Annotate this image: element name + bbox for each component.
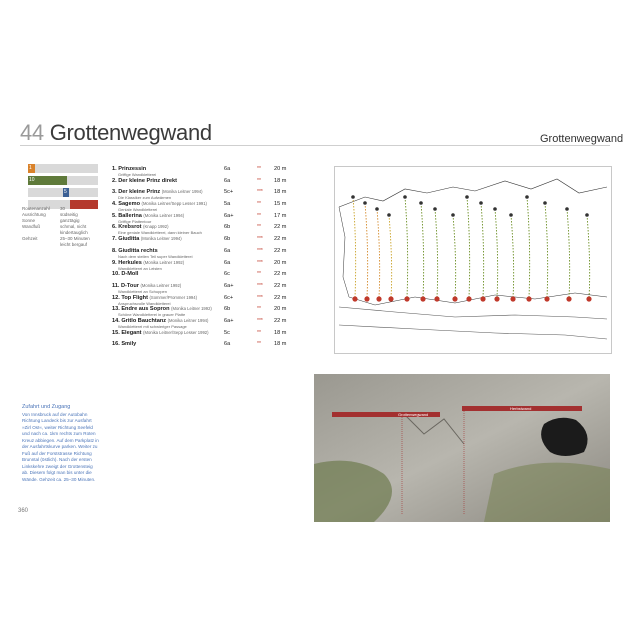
- route-row: [112, 283, 312, 295]
- route-length: 22 m: [274, 282, 287, 289]
- topo-route-number: [566, 296, 571, 301]
- topo-anchor: [387, 213, 391, 217]
- route-grade: 6b: [224, 306, 231, 313]
- ground-line: [339, 307, 607, 319]
- photo-label-1: Grottenwegwand: [398, 412, 429, 417]
- topo-anchor: [565, 207, 569, 211]
- topo-route-line: [353, 197, 356, 297]
- route-stars: **: [257, 166, 261, 172]
- route-row: [112, 224, 312, 236]
- approach-title: Zufahrt und Zugang: [22, 404, 71, 410]
- topo-anchor: [543, 201, 547, 205]
- topo-route-line: [467, 197, 470, 297]
- photo-svg: [314, 374, 610, 522]
- route-row: [112, 236, 312, 248]
- route-grade: 6b: [224, 236, 231, 243]
- topo-anchor: [419, 201, 423, 205]
- topo-route-number: [526, 296, 531, 301]
- grade-bar-row: [28, 188, 98, 197]
- topo-anchor: [451, 213, 455, 217]
- route-author: (Monika Leitner 1994): [161, 189, 203, 195]
- page-number: 360: [18, 508, 29, 514]
- route-row: [112, 213, 312, 225]
- route-description: Wandkletterei an Schuppen: [118, 288, 167, 294]
- topo-route-number: [434, 296, 439, 301]
- route-description: Anspruchsvolle Wandkletterei: [118, 300, 171, 306]
- topo-route-number: [376, 296, 381, 301]
- grade-distribution-bars: [28, 164, 98, 212]
- route-row: [112, 248, 312, 260]
- topo-route-number: [388, 296, 393, 301]
- route-stars: ***: [257, 294, 263, 301]
- topo-anchor: [403, 195, 407, 199]
- route-stars: ***: [257, 189, 263, 196]
- route-name: 2. Der kleine Prinz direkt: [112, 177, 177, 184]
- route-length: 22 m: [274, 224, 287, 231]
- info-label: Routenanzahl: [22, 206, 50, 211]
- topo-anchor: [479, 201, 483, 205]
- grade-bar-row: [28, 176, 98, 185]
- route-name: 1. Prinzessin: [112, 166, 147, 172]
- route-description: Griffige Wandkletterei: [118, 172, 157, 177]
- route-length: 18 m: [274, 329, 287, 336]
- route-length: 22 m: [274, 271, 287, 278]
- topo-route-number: [404, 296, 409, 301]
- route-grade: 6a: [224, 177, 231, 184]
- route-description: Eine geniale Wandkletterei, dann kleiner Bauch: [118, 230, 202, 236]
- route-length: 18 m: [274, 341, 287, 348]
- route-stars: **: [257, 201, 261, 208]
- route-grade: 6b: [224, 224, 231, 231]
- route-length: 15 m: [274, 201, 287, 208]
- route-length: 20 m: [274, 166, 287, 172]
- info-label: Wandfuß: [22, 224, 41, 229]
- topo-drawing: [334, 166, 612, 354]
- topo-route-number: [466, 296, 471, 301]
- route-stars: ***: [257, 259, 263, 266]
- route-row: [112, 271, 312, 283]
- topo-anchor: [351, 195, 355, 199]
- vegetation-right: [484, 463, 610, 522]
- grade-bar-count: 5: [64, 189, 67, 195]
- topo-route-line: [527, 197, 530, 297]
- route-row: [112, 318, 312, 330]
- route-stars: **: [257, 212, 261, 219]
- route-author: (Monika Leitner/Sepp Lesser 1991): [141, 201, 207, 207]
- route-name: 3. Der kleine Prinz (Monika Leitner 1994): [112, 189, 203, 196]
- chapter-heading: [20, 120, 212, 146]
- route-stars: **: [257, 306, 261, 313]
- topo-route-line: [495, 209, 498, 297]
- route-name: 15. Elegant (Monika Leitner/Sepp Lesser 1992): [112, 329, 209, 336]
- route-name: 10. D-Moll: [112, 271, 139, 278]
- route-grade: 6c: [224, 271, 230, 278]
- topo-route-line: [453, 215, 456, 297]
- route-name: 14. Gritlo Bauchtanz (Monika Leitner 1994): [112, 317, 209, 324]
- topo-route-number: [364, 296, 369, 301]
- path-line: [339, 325, 607, 339]
- route-description: Griffige Plattentour: [118, 218, 152, 224]
- grade-bar-row: [28, 164, 98, 173]
- route-row: [112, 189, 312, 201]
- topo-route-line: [511, 215, 514, 297]
- route-name: 12. Top Flight (Sommer/Prommer 1994): [112, 294, 197, 301]
- topo-anchor: [433, 207, 437, 211]
- route-name: 6. Krebsrot (Knapp 1992): [112, 224, 169, 231]
- route-stars: ***: [257, 247, 263, 254]
- route-length: 18 m: [274, 189, 287, 196]
- topo-anchor: [465, 195, 469, 199]
- route-row: [112, 166, 312, 178]
- route-stars: **: [257, 177, 261, 184]
- route-description: Geniale Wandkletterei: [118, 207, 158, 213]
- route-grade: 6a: [224, 247, 231, 254]
- info-value: schmal, nicht: [60, 224, 87, 229]
- route-grade: 6a+: [224, 212, 234, 219]
- route-description: Wandkletterei an Leisten: [118, 265, 162, 271]
- topo-route-line: [389, 215, 392, 297]
- route-author: (Monika Leitner 1992): [140, 282, 182, 288]
- info-value: kindertauglich: [60, 230, 88, 235]
- route-grade: 6a: [224, 259, 231, 266]
- route-length: 22 m: [274, 294, 287, 301]
- photo-label-2: Herbstwand: [510, 406, 532, 411]
- route-row: [112, 260, 312, 272]
- topo-route-line: [435, 209, 438, 297]
- chapter-number: 44: [20, 120, 44, 145]
- info-value: ganztägig: [60, 218, 80, 223]
- topo-anchor: [585, 213, 589, 217]
- route-grade: 5c+: [224, 189, 234, 196]
- route-stars: ***: [257, 282, 263, 289]
- route-list: [112, 166, 312, 353]
- route-row: [112, 295, 312, 307]
- route-name: 13. Endre aus Sopron (Monika Leitner 1992): [112, 306, 212, 313]
- topo-route-line: [481, 203, 484, 297]
- topo-route-number: [510, 296, 515, 301]
- route-grade: 6c+: [224, 294, 234, 301]
- route-description: Die Klassiker zum Aufwärmen: [118, 195, 172, 201]
- route-grade: 6a: [224, 166, 231, 172]
- topo-route-line: [377, 209, 380, 297]
- route-name: 11. D-Tour (Monika Leitner 1992): [112, 282, 182, 289]
- route-grade: 6a: [224, 341, 231, 348]
- topo-anchor: [525, 195, 529, 199]
- route-author: (Monika Leitner 1992): [171, 306, 212, 312]
- topo-route-line: [587, 215, 590, 297]
- chapter-title: Grottenwegwand: [49, 120, 212, 145]
- route-row: [112, 201, 312, 213]
- route-stars: **: [257, 341, 261, 348]
- info-label: Gehzeit: [22, 236, 38, 241]
- route-length: 20 m: [274, 259, 287, 266]
- topo-route-number: [544, 296, 549, 301]
- route-author: (Knapp 1992): [143, 224, 169, 230]
- route-length: 22 m: [274, 317, 287, 324]
- topo-route-line: [545, 203, 548, 297]
- route-length: 22 m: [274, 236, 287, 243]
- topo-anchor: [375, 207, 379, 211]
- route-description: Nach dem steilen Teil super Wandkletterei: [118, 253, 193, 259]
- route-grade: 5a: [224, 201, 231, 208]
- route-name: 8. Giuditta rechts: [112, 247, 158, 254]
- info-label: Ausrichtung: [22, 212, 46, 217]
- topo-route-line: [405, 197, 408, 297]
- route-row: [112, 341, 312, 353]
- route-name: 5. Ballerina (Monika Leitner 1994): [112, 212, 185, 219]
- route-grade: 5c: [224, 329, 230, 336]
- route-author: (Monika Leitner/Sepp Lesser 1992): [143, 329, 209, 335]
- topo-route-line: [421, 203, 424, 297]
- route-name: 9. Herkules (Monika Leitner 1992): [112, 259, 185, 266]
- route-grade: 6a+: [224, 317, 234, 324]
- info-value: 30: [60, 206, 66, 211]
- route-length: 17 m: [274, 212, 287, 219]
- topo-anchor: [509, 213, 513, 217]
- topo-route-number: [480, 296, 485, 301]
- route-stars: **: [257, 271, 261, 278]
- route-author: (Sommer/Prommer 1994): [149, 294, 197, 300]
- route-row: [112, 306, 312, 318]
- route-row: [112, 330, 312, 342]
- grade-bar-count: 1: [29, 165, 32, 171]
- route-stars: **: [257, 224, 261, 231]
- route-name: 7. Giuditta (Monika Leitner 1994): [112, 236, 182, 243]
- route-length: 22 m: [274, 247, 287, 254]
- route-stars: **: [257, 329, 261, 336]
- route-name: 4. Sagemo (Monika Leitner/Sepp Lesser 1991): [112, 201, 207, 208]
- topo-route-line: [567, 209, 570, 297]
- route-author: (Monika Leitner 1992): [143, 259, 185, 265]
- route-stars: ***: [257, 236, 263, 243]
- route-author: (Monika Leitner 1994): [140, 236, 182, 242]
- topo-title: Grottenwegwand: [540, 133, 624, 145]
- topo-anchor: [493, 207, 497, 211]
- route-description: Wandkletterei mit schwieriger Passage: [118, 323, 187, 329]
- approach-section: [22, 404, 100, 483]
- topo-route-number: [352, 296, 357, 301]
- route-author: (Monika Leitner 1994): [167, 317, 209, 323]
- route-name: 16. Smily: [112, 341, 137, 348]
- topo-route-number: [494, 296, 499, 301]
- topo-route-number: [586, 296, 591, 301]
- route-length: 20 m: [274, 306, 287, 313]
- header-rule: [20, 145, 610, 146]
- info-value: leicht bergauf: [60, 242, 88, 247]
- skyline-outline: [339, 179, 607, 207]
- topo-route-line: [365, 203, 368, 297]
- route-length: 18 m: [274, 177, 287, 184]
- route-stars: ***: [257, 317, 263, 324]
- topo-route-number: [452, 296, 457, 301]
- approach-text: Von Innsbruck auf der Autobahn Richtung Landeck bis zur Ausfahrt »Zirl Ost«, weiter Richtung Seefeld und nach ca. 1km rechts zum Roten Kreuz abbiegen. Auf dem Parkplatz in der Ausfahrtskurve parken. Weiter zu Fuß auf der Forststrasse Richtung Brunntal (östlich). Nach der ersten Linkskehre zweigt der Grottensteig ab. Diesem folgt man bis unter die Wände. Gehzeit ca. 25–30 Minuten.: [22, 411, 99, 482]
- grade-bar-count: 10: [29, 177, 35, 183]
- topo-route-number: [420, 296, 425, 301]
- info-label: Sonne: [22, 218, 36, 223]
- info-value: 25–30 Minuten: [60, 236, 90, 241]
- route-row: [112, 178, 312, 190]
- route-author: (Monika Leitner 1994): [143, 212, 185, 218]
- crag-photo: [314, 374, 610, 522]
- route-description: Schöne Wandkletterei in grauer Platte: [118, 312, 186, 318]
- route-grade: 6a+: [224, 282, 234, 289]
- topo-anchor: [363, 201, 367, 205]
- info-value: südseitig: [60, 212, 78, 217]
- topo-svg: [335, 167, 611, 353]
